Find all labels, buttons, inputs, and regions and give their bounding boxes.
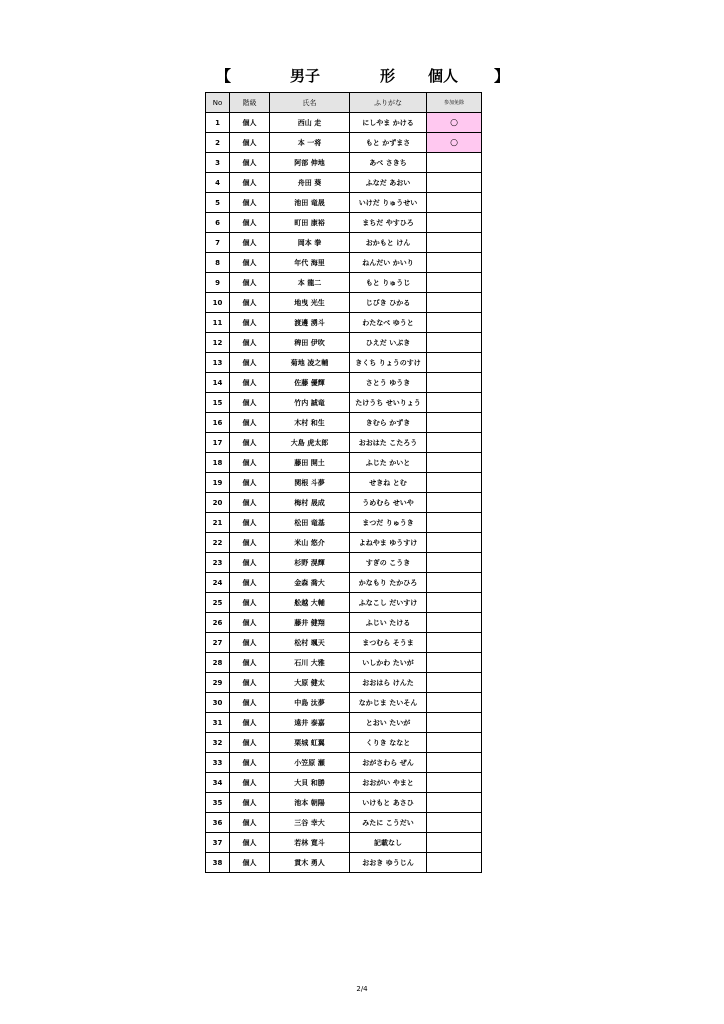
row-grade: 個人 bbox=[230, 673, 270, 693]
table-row bbox=[206, 233, 482, 253]
row-grade: 個人 bbox=[230, 853, 270, 873]
row-name: 松田 竜基 bbox=[270, 513, 350, 533]
row-kana: おおき ゆうじん bbox=[350, 853, 427, 873]
row-name: 本 一将 bbox=[270, 133, 350, 153]
row-name: 中島 汰夢 bbox=[270, 693, 350, 713]
row-kana: すぎの こうき bbox=[350, 553, 427, 573]
table-row bbox=[206, 313, 482, 333]
row-grade: 個人 bbox=[230, 513, 270, 533]
row-exempt bbox=[427, 413, 482, 433]
row-no: 12 bbox=[206, 333, 230, 353]
row-kana: まつだ りゅうき bbox=[350, 513, 427, 533]
row-no: 13 bbox=[206, 353, 230, 373]
table-row bbox=[206, 213, 482, 233]
table-row bbox=[206, 833, 482, 853]
row-no: 20 bbox=[206, 493, 230, 513]
row-no: 35 bbox=[206, 793, 230, 813]
row-no: 31 bbox=[206, 713, 230, 733]
row-kana: ふじい たける bbox=[350, 613, 427, 633]
table-row bbox=[206, 853, 482, 873]
row-kana: じびき ひかる bbox=[350, 293, 427, 313]
row-name: 貫木 勇人 bbox=[270, 853, 350, 873]
row-grade: 個人 bbox=[230, 653, 270, 673]
row-exempt bbox=[427, 633, 482, 653]
row-no: 30 bbox=[206, 693, 230, 713]
table-row bbox=[206, 513, 482, 533]
row-name: 舩越 大輔 bbox=[270, 593, 350, 613]
row-exempt bbox=[427, 293, 482, 313]
row-grade: 個人 bbox=[230, 733, 270, 753]
title-event: 形 bbox=[380, 67, 396, 85]
table-row bbox=[206, 593, 482, 613]
row-no: 8 bbox=[206, 253, 230, 273]
table-row bbox=[206, 253, 482, 273]
title-close-bracket: 】 bbox=[494, 67, 510, 85]
row-kana: まつむら そうま bbox=[350, 633, 427, 653]
row-exempt: ○ bbox=[427, 113, 482, 133]
row-name: 藤井 健翔 bbox=[270, 613, 350, 633]
page-title bbox=[212, 66, 512, 86]
row-no: 28 bbox=[206, 653, 230, 673]
row-no: 27 bbox=[206, 633, 230, 653]
table-body bbox=[206, 113, 482, 873]
row-kana: ふなだ あおい bbox=[350, 173, 427, 193]
table-row bbox=[206, 293, 482, 313]
row-exempt bbox=[427, 713, 482, 733]
row-name: 大原 健太 bbox=[270, 673, 350, 693]
title-division: 個人 bbox=[428, 67, 459, 85]
row-grade: 個人 bbox=[230, 573, 270, 593]
row-no: 7 bbox=[206, 233, 230, 253]
row-no: 11 bbox=[206, 313, 230, 333]
row-kana: おがさわら ぜん bbox=[350, 753, 427, 773]
row-name: 大島 虎太郎 bbox=[270, 433, 350, 453]
row-grade: 個人 bbox=[230, 153, 270, 173]
row-grade: 個人 bbox=[230, 193, 270, 213]
row-grade: 個人 bbox=[230, 633, 270, 653]
row-name: 三谷 幸大 bbox=[270, 813, 350, 833]
row-kana: せきね とむ bbox=[350, 473, 427, 493]
row-kana: ねんだい かいり bbox=[350, 253, 427, 273]
table-row bbox=[206, 573, 482, 593]
row-name: 菊地 凌之輔 bbox=[270, 353, 350, 373]
table-row bbox=[206, 653, 482, 673]
row-exempt bbox=[427, 613, 482, 633]
row-kana: よねやま ゆうすけ bbox=[350, 533, 427, 553]
row-kana: おおはら けんた bbox=[350, 673, 427, 693]
row-kana: いけもと あさひ bbox=[350, 793, 427, 813]
row-exempt bbox=[427, 273, 482, 293]
row-grade: 個人 bbox=[230, 833, 270, 853]
row-name: 池田 竜晟 bbox=[270, 193, 350, 213]
row-no: 14 bbox=[206, 373, 230, 393]
row-name: 年代 海里 bbox=[270, 253, 350, 273]
table-row bbox=[206, 333, 482, 353]
table-row bbox=[206, 713, 482, 733]
row-grade: 個人 bbox=[230, 413, 270, 433]
row-no: 17 bbox=[206, 433, 230, 453]
row-no: 29 bbox=[206, 673, 230, 693]
row-kana: ふじた かいと bbox=[350, 453, 427, 473]
row-name: 若林 寛斗 bbox=[270, 833, 350, 853]
row-kana: 記載なし bbox=[350, 833, 427, 853]
row-name: 地曳 光生 bbox=[270, 293, 350, 313]
row-grade: 個人 bbox=[230, 473, 270, 493]
row-name: 大貝 和勝 bbox=[270, 773, 350, 793]
row-name: 佐藤 優輝 bbox=[270, 373, 350, 393]
table-row bbox=[206, 273, 482, 293]
row-grade: 個人 bbox=[230, 453, 270, 473]
header-kana: ふりがな bbox=[350, 93, 427, 113]
row-exempt bbox=[427, 593, 482, 613]
row-exempt bbox=[427, 353, 482, 373]
row-name: 金森 喬大 bbox=[270, 573, 350, 593]
row-name: 稗田 伊吹 bbox=[270, 333, 350, 353]
table-row bbox=[206, 553, 482, 573]
row-exempt bbox=[427, 753, 482, 773]
row-grade: 個人 bbox=[230, 713, 270, 733]
row-name: 西山 走 bbox=[270, 113, 350, 133]
row-no: 4 bbox=[206, 173, 230, 193]
table-header-row bbox=[206, 93, 482, 113]
row-kana: まちだ やすひろ bbox=[350, 213, 427, 233]
table-row bbox=[206, 433, 482, 453]
row-kana: きむら かずき bbox=[350, 413, 427, 433]
row-no: 23 bbox=[206, 553, 230, 573]
row-grade: 個人 bbox=[230, 613, 270, 633]
row-exempt bbox=[427, 393, 482, 413]
table-row bbox=[206, 353, 482, 373]
row-exempt bbox=[427, 813, 482, 833]
row-no: 2 bbox=[206, 133, 230, 153]
row-exempt bbox=[427, 493, 482, 513]
row-no: 3 bbox=[206, 153, 230, 173]
row-kana: わたなべ ゆうと bbox=[350, 313, 427, 333]
row-name: 渡邊 湧斗 bbox=[270, 313, 350, 333]
table-row bbox=[206, 393, 482, 413]
row-no: 25 bbox=[206, 593, 230, 613]
row-no: 33 bbox=[206, 753, 230, 773]
table-row bbox=[206, 773, 482, 793]
header-no: No bbox=[206, 93, 230, 113]
row-exempt bbox=[427, 553, 482, 573]
row-exempt bbox=[427, 773, 482, 793]
row-grade: 個人 bbox=[230, 533, 270, 553]
row-name: 米山 悠介 bbox=[270, 533, 350, 553]
row-no: 21 bbox=[206, 513, 230, 533]
row-exempt bbox=[427, 213, 482, 233]
row-exempt bbox=[427, 673, 482, 693]
row-exempt bbox=[427, 373, 482, 393]
row-grade: 個人 bbox=[230, 773, 270, 793]
row-no: 24 bbox=[206, 573, 230, 593]
row-kana: おおはた こたろう bbox=[350, 433, 427, 453]
header-name: 氏名 bbox=[270, 93, 350, 113]
table-row bbox=[206, 613, 482, 633]
row-kana: みたに こうだい bbox=[350, 813, 427, 833]
row-no: 16 bbox=[206, 413, 230, 433]
row-kana: もと りゅうじ bbox=[350, 273, 427, 293]
row-exempt bbox=[427, 733, 482, 753]
table-row bbox=[206, 533, 482, 553]
table-row bbox=[206, 753, 482, 773]
row-exempt bbox=[427, 313, 482, 333]
row-exempt bbox=[427, 853, 482, 873]
row-grade: 個人 bbox=[230, 133, 270, 153]
row-grade: 個人 bbox=[230, 753, 270, 773]
row-name: 栗城 虹翼 bbox=[270, 733, 350, 753]
row-name: 池本 朝陽 bbox=[270, 793, 350, 813]
header-exempt: 参加免除 bbox=[427, 93, 482, 113]
row-grade: 個人 bbox=[230, 233, 270, 253]
row-grade: 個人 bbox=[230, 333, 270, 353]
row-no: 22 bbox=[206, 533, 230, 553]
row-kana: あべ さきち bbox=[350, 153, 427, 173]
table-row bbox=[206, 733, 482, 753]
row-kana: にしやま かける bbox=[350, 113, 427, 133]
row-no: 5 bbox=[206, 193, 230, 213]
row-exempt bbox=[427, 433, 482, 453]
row-kana: おかもと けん bbox=[350, 233, 427, 253]
row-name: 梅村 晟成 bbox=[270, 493, 350, 513]
row-kana: もと かずまさ bbox=[350, 133, 427, 153]
row-no: 6 bbox=[206, 213, 230, 233]
row-name: 松村 颯天 bbox=[270, 633, 350, 653]
row-no: 18 bbox=[206, 453, 230, 473]
row-grade: 個人 bbox=[230, 493, 270, 513]
table-row bbox=[206, 113, 482, 133]
row-grade: 個人 bbox=[230, 213, 270, 233]
row-exempt bbox=[427, 253, 482, 273]
row-no: 19 bbox=[206, 473, 230, 493]
row-kana: おおがい やまと bbox=[350, 773, 427, 793]
row-exempt bbox=[427, 533, 482, 553]
row-grade: 個人 bbox=[230, 253, 270, 273]
row-exempt bbox=[427, 653, 482, 673]
row-grade: 個人 bbox=[230, 313, 270, 333]
row-kana: うめむら せいや bbox=[350, 493, 427, 513]
table-row bbox=[206, 193, 482, 213]
row-no: 38 bbox=[206, 853, 230, 873]
row-kana: ひえだ いぶき bbox=[350, 333, 427, 353]
row-grade: 個人 bbox=[230, 273, 270, 293]
row-exempt bbox=[427, 233, 482, 253]
row-exempt: ○ bbox=[427, 133, 482, 153]
row-grade: 個人 bbox=[230, 553, 270, 573]
table-row bbox=[206, 493, 482, 513]
row-exempt bbox=[427, 453, 482, 473]
row-exempt bbox=[427, 193, 482, 213]
table-row bbox=[206, 453, 482, 473]
row-grade: 個人 bbox=[230, 593, 270, 613]
table-row bbox=[206, 373, 482, 393]
row-exempt bbox=[427, 573, 482, 593]
row-kana: さとう ゆうき bbox=[350, 373, 427, 393]
row-name: 町田 康裕 bbox=[270, 213, 350, 233]
row-name: 石川 大雅 bbox=[270, 653, 350, 673]
table-row bbox=[206, 173, 482, 193]
row-name: 舟田 葵 bbox=[270, 173, 350, 193]
row-no: 1 bbox=[206, 113, 230, 133]
row-kana: たけうち せいりょう bbox=[350, 393, 427, 413]
table-row bbox=[206, 793, 482, 813]
table-row bbox=[206, 813, 482, 833]
row-exempt bbox=[427, 153, 482, 173]
row-kana: いしかわ たいが bbox=[350, 653, 427, 673]
row-name: 関根 斗夢 bbox=[270, 473, 350, 493]
participant-table bbox=[205, 92, 482, 873]
row-name: 岡本 拳 bbox=[270, 233, 350, 253]
row-grade: 個人 bbox=[230, 793, 270, 813]
row-exempt bbox=[427, 793, 482, 813]
row-no: 26 bbox=[206, 613, 230, 633]
title-open-bracket: 【 bbox=[216, 67, 232, 85]
row-no: 36 bbox=[206, 813, 230, 833]
row-name: 藤田 開土 bbox=[270, 453, 350, 473]
row-exempt bbox=[427, 693, 482, 713]
row-kana: きくち りょうのすけ bbox=[350, 353, 427, 373]
row-name: 木村 和生 bbox=[270, 413, 350, 433]
table-row bbox=[206, 133, 482, 153]
row-no: 32 bbox=[206, 733, 230, 753]
row-kana: くりき ななと bbox=[350, 733, 427, 753]
row-grade: 個人 bbox=[230, 353, 270, 373]
table-row bbox=[206, 693, 482, 713]
row-name: 阿部 伸地 bbox=[270, 153, 350, 173]
row-no: 37 bbox=[206, 833, 230, 853]
row-no: 34 bbox=[206, 773, 230, 793]
title-gender: 男子 bbox=[290, 67, 321, 85]
row-grade: 個人 bbox=[230, 813, 270, 833]
row-name: 小笠原 瀬 bbox=[270, 753, 350, 773]
row-kana: とおい たいが bbox=[350, 713, 427, 733]
row-exempt bbox=[427, 333, 482, 353]
table-row bbox=[206, 633, 482, 653]
row-kana: なかじま たいそん bbox=[350, 693, 427, 713]
table-row bbox=[206, 473, 482, 493]
row-name: 本 龍二 bbox=[270, 273, 350, 293]
row-exempt bbox=[427, 173, 482, 193]
row-no: 9 bbox=[206, 273, 230, 293]
row-grade: 個人 bbox=[230, 393, 270, 413]
row-exempt bbox=[427, 473, 482, 493]
table-row bbox=[206, 413, 482, 433]
row-grade: 個人 bbox=[230, 693, 270, 713]
row-kana: ふなこし だいすけ bbox=[350, 593, 427, 613]
row-grade: 個人 bbox=[230, 293, 270, 313]
row-grade: 個人 bbox=[230, 373, 270, 393]
table-row bbox=[206, 673, 482, 693]
row-no: 10 bbox=[206, 293, 230, 313]
row-name: 遠井 泰嘉 bbox=[270, 713, 350, 733]
table-row bbox=[206, 153, 482, 173]
header-grade: 階級 bbox=[230, 93, 270, 113]
row-exempt bbox=[427, 513, 482, 533]
row-kana: いけだ りゅうせい bbox=[350, 193, 427, 213]
row-grade: 個人 bbox=[230, 173, 270, 193]
row-no: 15 bbox=[206, 393, 230, 413]
row-grade: 個人 bbox=[230, 113, 270, 133]
row-name: 杉野 滉輝 bbox=[270, 553, 350, 573]
row-name: 竹内 誠竜 bbox=[270, 393, 350, 413]
row-grade: 個人 bbox=[230, 433, 270, 453]
page-number: 2/4 bbox=[356, 985, 368, 993]
row-exempt bbox=[427, 833, 482, 853]
row-kana: かなもり たかひろ bbox=[350, 573, 427, 593]
